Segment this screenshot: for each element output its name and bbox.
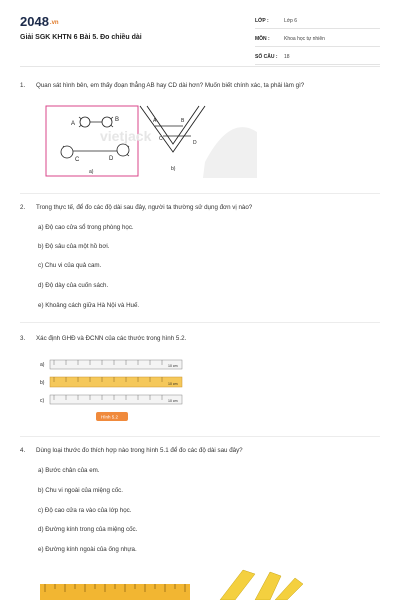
meta-value: Khoa học tự nhiên xyxy=(284,36,325,42)
watermark-shape xyxy=(203,127,257,178)
label-c-b: C xyxy=(159,136,163,142)
ruler-b-unit: 10 cm xyxy=(168,382,178,386)
ruler-image xyxy=(40,580,190,600)
question-text: Xác định GHĐ và ĐCNN của các thước trong hình 5.2. xyxy=(36,335,187,342)
tape-measure-image xyxy=(215,568,305,600)
question-text: Quan sát hình bên, em thấy đoạn thẳng AB hay CD dài hơn? Muốn biết chính xác, ta phải làm gì? xyxy=(36,82,305,89)
meta-info xyxy=(255,14,380,68)
option-c: c) Độ cao cửa ra vào của lớp học. xyxy=(38,507,132,514)
meta-row-grade xyxy=(255,14,380,29)
ruler-c-label: c) xyxy=(40,398,45,404)
watermark: vietjack xyxy=(100,128,152,144)
figure-caption: Hình 5.2 xyxy=(101,414,119,420)
meta-label: MÔN : xyxy=(255,36,270,42)
meta-row-subject xyxy=(255,32,380,47)
divider xyxy=(20,322,380,323)
question-number: 2. xyxy=(20,204,26,211)
question-number: 4. xyxy=(20,447,26,454)
question-3 xyxy=(20,335,186,342)
option-b: b) Độ sâu của một hồ bơi. xyxy=(38,243,110,250)
meta-value: Lớp 6 xyxy=(284,18,298,24)
meta-label: LỚP : xyxy=(255,18,269,24)
question-number: 3. xyxy=(20,335,26,342)
question-text: Dùng loại thước đo thích hợp nào trong hình 5.1 để đo các độ dài sau đây? xyxy=(36,447,243,454)
option-e: e) Khoảng cách giữa Hà Nội và Huế. xyxy=(38,302,140,309)
header-divider xyxy=(20,66,380,67)
question-4 xyxy=(20,447,243,454)
question-text: Trong thực tế, để đo các độ dài sau đây, người ta thường sử dụng đơn vị nào? xyxy=(36,204,253,211)
figure-rulers xyxy=(38,357,186,425)
option-a: a) Bước chân của em. xyxy=(38,467,100,474)
figure-line-segments xyxy=(45,104,260,179)
option-d: d) Đường kính trong của miệng cốc. xyxy=(38,526,138,533)
option-d: d) Độ dày của cuốn sách. xyxy=(38,282,109,289)
ruler-c-unit: 10 cm xyxy=(168,399,178,403)
option-c: c) Chu vi của quả cam. xyxy=(38,262,102,269)
ruler-b-label: b) xyxy=(40,380,45,386)
page-title: Giải SGK KHTN 6 Bài 5. Đo chiều dài xyxy=(20,34,142,41)
label-part-a: a) xyxy=(89,169,94,175)
option-a: a) Độ cao cửa sổ trong phòng học. xyxy=(38,224,134,231)
label-b-b: B xyxy=(181,118,185,124)
meta-label: SỐ CÂU : xyxy=(255,54,278,60)
ruler-a-unit: 10 cm xyxy=(168,364,178,368)
question-2 xyxy=(20,204,252,211)
page-header xyxy=(0,0,400,66)
meta-row-count xyxy=(255,50,380,65)
option-b: b) Chu vi ngoài của miệng cốc. xyxy=(38,487,123,494)
meta-value: 18 xyxy=(284,54,290,60)
label-a: A xyxy=(71,121,76,127)
site-logo[interactable]: 2048.vn xyxy=(20,14,59,29)
label-d-b: D xyxy=(193,140,197,146)
label-d: D xyxy=(109,156,114,162)
ruler-a-label: a) xyxy=(40,362,45,368)
divider xyxy=(20,193,380,194)
label-part-b: b) xyxy=(171,166,176,172)
label-c: C xyxy=(75,157,80,163)
label-a-b: A xyxy=(153,118,157,124)
question-number: 1. xyxy=(20,82,26,89)
label-b: B xyxy=(115,117,120,123)
divider xyxy=(20,436,380,437)
question-1 xyxy=(20,82,304,89)
option-e: e) Đường kính ngoài của ống nhựa. xyxy=(38,546,137,553)
